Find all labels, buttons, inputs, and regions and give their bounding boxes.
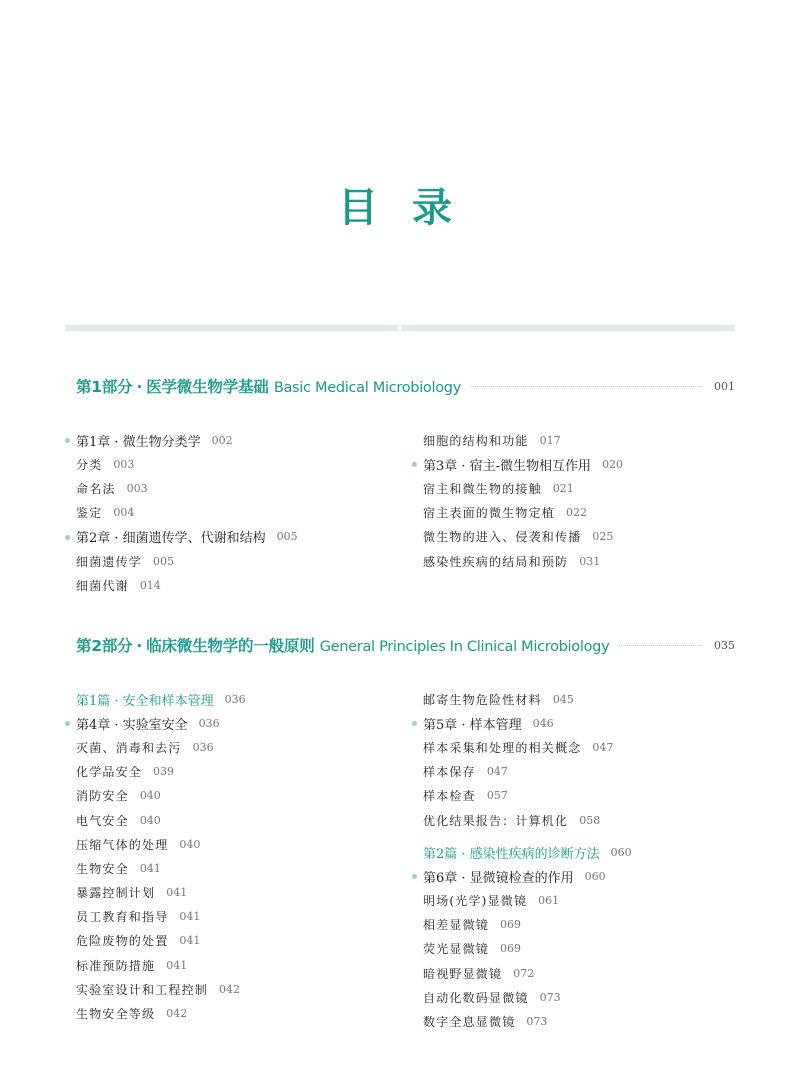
entry-page-number: 036 xyxy=(192,740,214,754)
section-entry[interactable] xyxy=(76,856,246,880)
entry-title: 荧光显微镜 xyxy=(423,942,490,957)
volume-entry[interactable] xyxy=(423,840,632,864)
entry-title: 消防安全 xyxy=(76,789,129,804)
entry-page-number: 004 xyxy=(113,506,135,520)
section-entry[interactable] xyxy=(423,1009,632,1033)
entry-page-number: 041 xyxy=(179,910,201,924)
section-entry[interactable] xyxy=(76,784,246,808)
part-2-english: General Principles In Clinical Microbiology xyxy=(319,639,610,655)
entry-title: 生物安全 xyxy=(76,861,129,876)
entry-title: 员工教育和指导 xyxy=(76,910,169,925)
entry-page-number: 003 xyxy=(113,457,135,471)
part-2-label: 第2部分 xyxy=(76,637,133,655)
part-2-dot: · xyxy=(136,637,143,655)
entry-title: 压缩气体的处理 xyxy=(76,837,169,852)
part-1-name: 医学微生物学基础 xyxy=(146,378,269,396)
entry-page-number: 041 xyxy=(179,934,201,948)
entry-title: 宿主和微生物的接触 xyxy=(423,481,542,496)
entry-title: 样本采集和处理的相关概念 xyxy=(423,740,582,755)
entry-title: 明场(光学)显微镜 xyxy=(423,893,528,908)
entry-page-number: 061 xyxy=(538,893,560,907)
header-divider-left xyxy=(65,325,398,331)
chapter-entry[interactable] xyxy=(423,864,632,888)
entry-page-number: 060 xyxy=(610,845,632,859)
entry-page-number: 021 xyxy=(552,481,574,495)
entry-page-number: 036 xyxy=(224,692,246,706)
entry-page-number: 046 xyxy=(532,716,554,730)
section-entry[interactable] xyxy=(423,784,613,808)
entry-title: 第4章 · 实验室安全 xyxy=(76,717,188,733)
section-entry[interactable] xyxy=(76,476,298,500)
entry-page-number: 045 xyxy=(552,692,574,706)
section-entry[interactable] xyxy=(423,735,613,759)
entry-page-number: 025 xyxy=(592,530,614,544)
entry-page-number: 031 xyxy=(579,554,601,568)
section-entry[interactable] xyxy=(423,913,632,937)
chapter-entry[interactable] xyxy=(76,711,246,735)
entry-title: 相差显微镜 xyxy=(423,918,490,933)
entry-title: 感染性疾病的结局和预防 xyxy=(423,554,569,569)
entry-title: 第3章 · 宿主-微生物相互作用 xyxy=(423,458,592,474)
entry-page-number: 069 xyxy=(500,918,522,932)
entry-title: 第5章 · 样本管理 xyxy=(423,717,522,733)
entry-page-number: 005 xyxy=(276,530,298,544)
entry-title: 实验室设计和工程控制 xyxy=(76,982,209,997)
entry-page-number: 041 xyxy=(166,958,188,972)
section-entry[interactable] xyxy=(423,428,623,452)
section-entry[interactable] xyxy=(76,977,246,1001)
entry-title: 电气安全 xyxy=(76,813,129,828)
part-2-page: 035 xyxy=(714,638,735,652)
entry-page-number: 073 xyxy=(539,990,561,1004)
section-entry[interactable] xyxy=(423,808,613,832)
entry-page-number: 014 xyxy=(139,578,161,592)
entry-page-number: 047 xyxy=(486,765,508,779)
entry-page-number: 060 xyxy=(584,869,606,883)
entry-title: 标准预防措施 xyxy=(76,958,156,973)
entry-title: 生物安全等级 xyxy=(76,1007,156,1022)
part-2-right-column-a xyxy=(423,687,613,832)
volume-entry[interactable] xyxy=(76,687,246,711)
chapter-entry[interactable] xyxy=(76,525,298,549)
section-entry[interactable] xyxy=(423,549,623,573)
entry-title: 第1篇 · 安全和样本管理 xyxy=(76,693,214,709)
part-1-page: 001 xyxy=(714,379,735,393)
entry-title: 微生物的进入、侵袭和传播 xyxy=(423,530,582,545)
entry-page-number: 036 xyxy=(198,716,220,730)
entry-title: 自动化数码显微镜 xyxy=(423,990,529,1005)
header-divider-right xyxy=(401,325,735,331)
entry-title: 第1章 · 微生物分类学 xyxy=(76,434,201,450)
entry-title: 邮寄生物危险性材料 xyxy=(423,692,542,707)
entry-title: 危险废物的处置 xyxy=(76,934,169,949)
section-entry[interactable] xyxy=(76,929,246,953)
part-2-name: 临床微生物学的一般原则 xyxy=(146,637,315,655)
section-entry[interactable] xyxy=(76,808,246,832)
entry-page-number: 069 xyxy=(500,942,522,956)
part-1-english: Basic Medical Microbiology xyxy=(273,380,461,396)
entry-title: 第2章 · 细菌遗传学、代谢和结构 xyxy=(76,531,266,547)
section-entry[interactable] xyxy=(423,985,632,1009)
dot-leader xyxy=(471,386,702,387)
part-2-right-column-b xyxy=(423,840,632,1034)
part-2-title xyxy=(76,634,609,656)
entry-title: 优化结果报告：计算机化 xyxy=(423,813,569,828)
entry-page-number: 022 xyxy=(566,506,588,520)
section-entry[interactable] xyxy=(76,452,298,476)
entry-title: 数字全息显微镜 xyxy=(423,1014,516,1029)
entry-title: 鉴定 xyxy=(76,506,103,521)
entry-page-number: 073 xyxy=(526,1014,548,1028)
chapter-entry[interactable] xyxy=(423,711,613,735)
section-entry[interactable] xyxy=(423,961,632,985)
chapter-entry[interactable] xyxy=(76,428,298,452)
section-entry[interactable] xyxy=(423,501,623,525)
section-entry[interactable] xyxy=(423,687,613,711)
section-entry[interactable] xyxy=(76,549,298,573)
entry-page-number: 041 xyxy=(139,861,161,875)
entry-page-number: 002 xyxy=(211,433,233,447)
entry-title: 细菌代谢 xyxy=(76,578,129,593)
entry-title: 化学品安全 xyxy=(76,765,143,780)
part-1-left-column xyxy=(76,428,298,597)
section-entry[interactable] xyxy=(76,881,246,905)
entry-title: 细菌遗传学 xyxy=(76,554,143,569)
entry-page-number: 042 xyxy=(166,1007,188,1021)
entry-title: 样本保存 xyxy=(423,765,476,780)
entry-page-number: 017 xyxy=(539,433,561,447)
section-entry[interactable] xyxy=(423,525,623,549)
entry-title: 细胞的结构和功能 xyxy=(423,433,529,448)
entry-title: 暴露控制计划 xyxy=(76,886,156,901)
entry-title: 灭菌、消毒和去污 xyxy=(76,740,182,755)
entry-title: 分类 xyxy=(76,457,103,472)
part-1-heading[interactable] xyxy=(76,375,735,397)
chapter-entry[interactable] xyxy=(423,452,623,476)
entry-page-number: 039 xyxy=(153,765,175,779)
entry-page-number: 005 xyxy=(153,554,175,568)
dot-leader xyxy=(619,645,702,646)
entry-page-number: 041 xyxy=(166,886,188,900)
entry-page-number: 072 xyxy=(513,966,535,980)
entry-title: 暗视野显微镜 xyxy=(423,966,503,981)
section-entry[interactable] xyxy=(76,501,298,525)
section-entry[interactable] xyxy=(76,905,246,929)
section-entry[interactable] xyxy=(76,953,246,977)
entry-title: 第6章 · 显微镜检查的作用 xyxy=(423,870,574,886)
section-entry[interactable] xyxy=(76,1001,246,1025)
section-entry[interactable] xyxy=(423,888,632,912)
page-title: 目 录 xyxy=(338,184,462,231)
part-1-right-column xyxy=(423,428,623,573)
part-2-left-column xyxy=(76,687,246,1026)
entry-page-number: 003 xyxy=(126,481,148,495)
part-2-heading[interactable] xyxy=(76,634,735,656)
entry-page-number: 020 xyxy=(602,457,624,471)
entry-title: 样本检查 xyxy=(423,789,476,804)
section-entry[interactable] xyxy=(76,832,246,856)
section-entry[interactable] xyxy=(423,937,632,961)
section-entry[interactable] xyxy=(76,735,246,759)
section-entry[interactable] xyxy=(76,573,298,597)
entry-title: 命名法 xyxy=(76,481,116,496)
entry-page-number: 047 xyxy=(592,740,614,754)
entry-page-number: 040 xyxy=(139,789,161,803)
entry-page-number: 057 xyxy=(486,789,508,803)
entry-title: 宿主表面的微生物定植 xyxy=(423,506,556,521)
part-1-dot: · xyxy=(136,378,143,396)
part-1-label: 第1部分 xyxy=(76,378,133,396)
section-entry[interactable] xyxy=(423,476,623,500)
entry-page-number: 042 xyxy=(219,982,241,996)
entry-page-number: 040 xyxy=(139,813,161,827)
entry-title: 第2篇 · 感染性疾病的诊断方法 xyxy=(423,846,600,862)
part-1-title xyxy=(76,375,461,397)
section-entry[interactable] xyxy=(423,760,613,784)
entry-page-number: 058 xyxy=(579,813,601,827)
section-entry[interactable] xyxy=(76,760,246,784)
entry-page-number: 040 xyxy=(179,837,201,851)
